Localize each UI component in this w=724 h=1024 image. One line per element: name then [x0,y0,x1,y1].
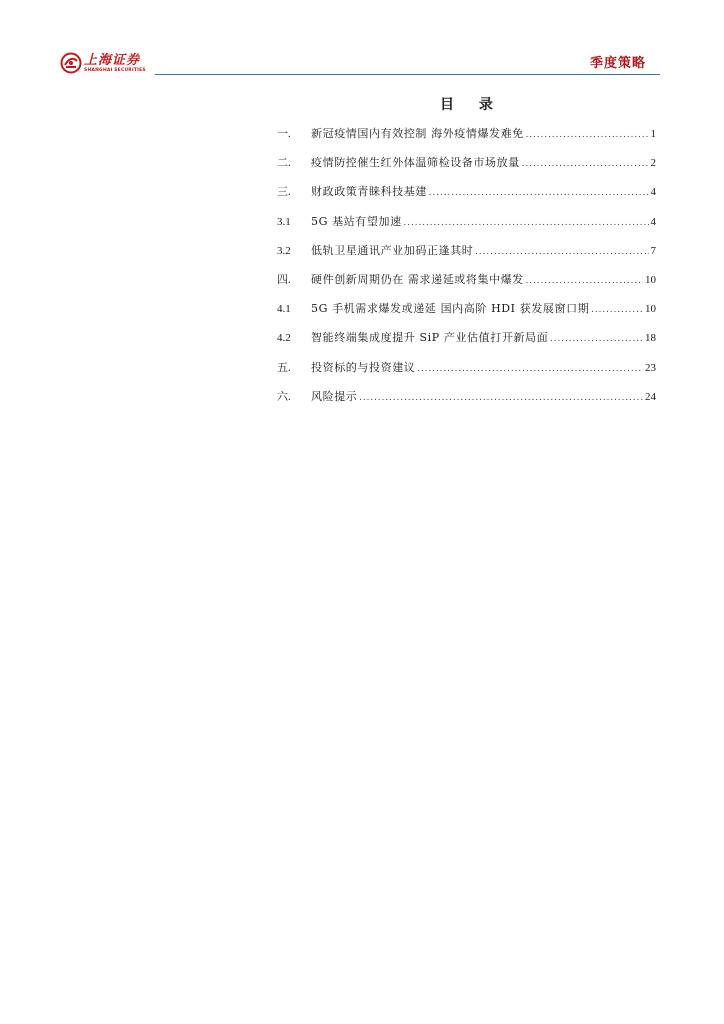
toc-dot-leader [526,127,649,141]
toc-entry[interactable] [277,331,656,360]
toc-entry-label[interactable]: 5G 手机需求爆发或递延 国内高阶 HDI 获发展窗口期 [311,302,590,316]
toc-entry[interactable] [277,185,656,214]
toc-dot-leader [550,331,643,345]
toc-title: 目 录 [440,97,503,113]
toc-entry-page[interactable]: 23 [645,361,656,374]
toc-entry-number: 4.1 [277,303,291,316]
toc-entry-number: 二. [277,157,291,170]
toc-entry-page[interactable]: 10 [645,273,656,286]
toc-entry-page[interactable]: 18 [645,332,656,345]
toc-entry-page[interactable]: 7 [650,244,656,257]
toc-dot-leader [591,302,643,316]
toc-entry[interactable] [277,244,656,273]
toc-entry-label[interactable]: 疫情防控催生红外体温筛检设备市场放量 [311,156,520,170]
toc-entry-number: 3.1 [277,215,291,228]
toc-dot-leader [475,244,648,258]
toc-entry-label[interactable]: 5G 基站有望加速 [311,214,402,228]
toc-dot-leader [404,215,649,229]
toc-dot-leader [417,361,643,375]
toc-entry[interactable] [277,215,656,244]
page-header [0,0,724,80]
toc-entry[interactable] [277,127,656,156]
toc-entry-page[interactable]: 24 [645,390,656,403]
toc-entry-number: 五. [277,361,291,374]
toc-entry-label[interactable]: 财政政策青睐科技基建 [311,185,427,199]
table-of-contents [277,127,656,419]
toc-entry-label[interactable]: 智能终端集成度提升 SiP 产业估值打开新局面 [311,331,549,345]
report-type-label: 季度策略 [589,56,646,71]
toc-entry-number: 3.2 [277,244,291,257]
toc-entry[interactable] [277,273,656,302]
toc-entry[interactable] [277,302,656,331]
toc-entry-page[interactable]: 10 [645,303,656,316]
company-logo [60,52,146,74]
toc-dot-leader [429,185,649,199]
toc-entry-label[interactable]: 风险提示 [311,389,358,403]
toc-entry[interactable] [277,156,656,185]
toc-entry-page[interactable]: 1 [650,128,656,140]
toc-entry-number: 三. [277,186,291,199]
toc-entry-page[interactable]: 2 [650,157,656,170]
toc-entry-label[interactable]: 硬件创新周期仍在 需求递延或将集中爆发 [311,272,524,286]
toc-dot-leader [359,390,643,404]
logo-english-name: SHANGHAI SECURITIES [84,67,146,73]
toc-dot-leader [522,156,649,170]
toc-entry-page[interactable]: 4 [650,186,656,199]
logo-emblem-icon [60,52,82,74]
toc-entry-number: 四. [277,273,291,286]
header-divider [155,74,660,75]
toc-entry-label[interactable]: 新冠疫情国内有效控制 海外疫情爆发难免 [311,127,524,140]
toc-entry[interactable] [277,390,656,419]
toc-entry-number: 4.2 [277,332,291,345]
toc-entry-number: 一. [277,128,291,140]
toc-entry[interactable] [277,361,656,390]
toc-entry-page[interactable]: 4 [650,215,656,228]
toc-entry-number: 六. [277,390,291,403]
logo-chinese-name: 上海证券 [84,52,141,68]
toc-dot-leader [526,273,643,287]
toc-entry-label[interactable]: 投资标的与投资建议 [311,360,416,374]
toc-entry-label[interactable]: 低轨卫星通讯产业加码正逢其时 [311,243,474,257]
